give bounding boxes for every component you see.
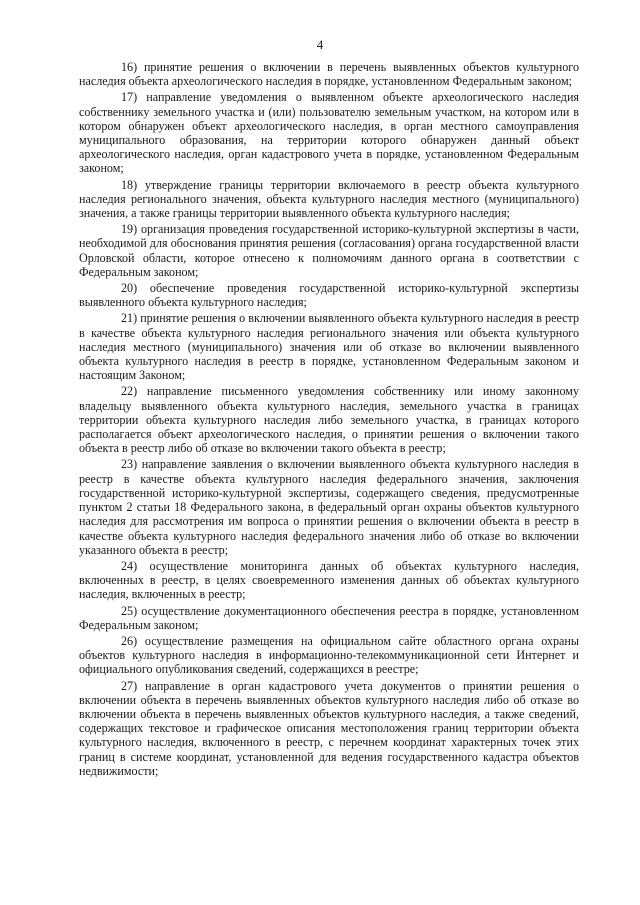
paragraph-item-17: 17) направление уведомления о выявленном объекте археологического наследия собственнику земельного участка и (или) пользователю земельным участком, на котором или в котором обнаружен объект археологического наследия, в орган местного самоуправления муниципального образования, на территории которого обнаружен данный объект археологического наследия, орган кадастрового учета в порядке, установленном Федеральным законом; <box>79 90 579 176</box>
paragraph-item-20: 20) обеспечение проведения государственной историко-культурной экспертизы выявленного объекта культурного наследия; <box>79 281 579 310</box>
paragraph-item-24: 24) осуществление мониторинга данных об объектах культурного наследия, включенных в реестр, в целях своевременного изменения данных об объектах культурного наследия, включенных в реестр; <box>79 558 579 602</box>
document-body <box>79 60 579 780</box>
page-number: 4 <box>316 37 324 52</box>
paragraph-item-16: 16) принятие решения о включении в перечень выявленных объектов культурного наследия объекта археологического наследия в порядке, установленном Федеральным законом; <box>79 60 579 89</box>
paragraph-item-27: 27) направление в орган кадастрового учета документов о принятии решения о включении объекта в перечень выявленных объектов культурного наследия либо об отказе во включении объекта в перечень выявленных объектов культурного наследия, а также сведений, содержащих текстовое и графическое описания местоположения границ территории объекта культурного наследия, включенного в реестр, с перечнем координат характерных точек этих границ в системе координат, установленной для ведения государственного кадастра объектов недвижимости; <box>79 678 579 778</box>
paragraph-item-21: 21) принятие решения о включении выявленного объекта культурного наследия в реестр в качестве объекта культурного наследия регионального значения или объекта культурного наследия местного (муниципального) значения или об отказе во включении выявленного объекта культурного наследия в реестр в порядке, установленном Федеральным законом и настоящим Законом; <box>79 311 579 383</box>
paragraph-item-19: 19) организация проведения государственной историко-культурной экспертизы в части, необходимой для обоснования принятия решения (согласования) органа государственной власти Орловской области, которое отнесено к полномочиям данного органа в соответствии с Федеральным законом; <box>79 222 579 279</box>
paragraph-item-22: 22) направление письменного уведомления собственнику или иному законному владельцу выявленного объекта культурного наследия, земельного участка в границах территории объекта культурного наследия либо земельного участка, в границах которого располагается объект археологического наследия, о принятии решения о включении такого объекта в реестр либо об отказе во включении такого объекта в реестр; <box>79 384 579 456</box>
paragraph-item-26: 26) осуществление размещения на официальном сайте областного органа охраны объектов культурного наследия в информационно-телекоммуникационной сети Интернет и официального опубликования сведений, содержащихся в реестре; <box>79 633 579 677</box>
paragraph-item-25: 25) осуществление документационного обеспечения реестра в порядке, установленном Федеральным законом; <box>79 603 579 632</box>
paragraph-item-18: 18) утверждение границы территории включаемого в реестр объекта культурного наследия регионального значения, объекта культурного наследия местного (муниципального) значения, а также границы территории выявленного объекта культурного наследия; <box>79 177 579 221</box>
paragraph-item-23: 23) направление заявления о включении выявленного объекта культурного наследия в реестр в качестве объекта культурного наследия федерального значения, заключения государственной историко-культурной экспертизы, содержащего сведения, предусмотренные пунктом 2 статьи 18 Федерального закона, в федеральный орган охраны объектов культурного наследия для рассмотрения им вопроса о принятии решения о включении объекта в реестр в качестве объекта культурного наследия федерального значения либо об отказе во включении указанного объекта в реестр; <box>79 457 579 557</box>
